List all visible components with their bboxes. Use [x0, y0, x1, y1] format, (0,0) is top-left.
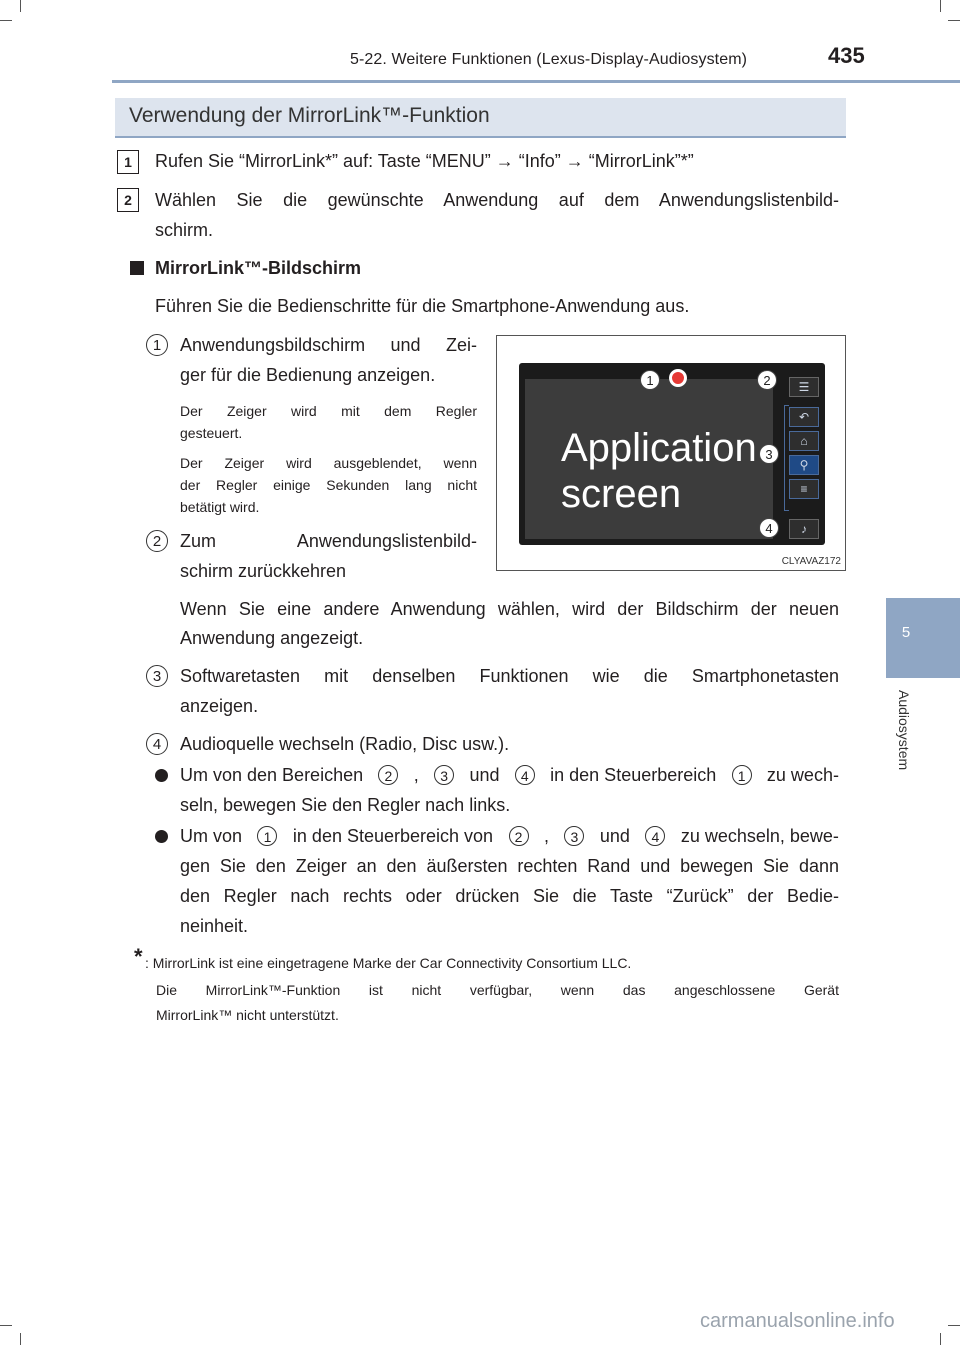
callout-circle: 4 — [759, 518, 779, 538]
step-text: Wählen Sie die gewünschte Anwendung auf dem Anwendungslistenbild- — [155, 190, 839, 210]
step-text: Rufen Sie “MirrorLink*” auf: Taste “MENU” → “Info” → “MirrorLink”*” — [155, 151, 694, 171]
crop-mark — [948, 20, 960, 21]
running-header: 5-22. Weitere Funktionen (Lexus-Display-Audiosystem) — [350, 51, 748, 68]
header-rule — [112, 80, 960, 83]
footnote-mark: * — [134, 944, 143, 969]
music-note-icon: ♪ — [789, 519, 819, 539]
ref-circle: 3 — [434, 765, 454, 785]
ref-circle: 1 — [732, 765, 752, 785]
bullet-text: und — [469, 765, 500, 785]
item-text: Anwendung angezeigt. — [180, 628, 364, 648]
item-text: Zum Anwendungslistenbild- — [180, 531, 477, 551]
item-text: Wenn Sie eine andere Anwendung wählen, wird der Bildschirm der neuen — [180, 599, 839, 619]
bullet-text: und — [599, 826, 630, 846]
bullet-line — [180, 760, 839, 790]
item-text: Softwaretasten mit denselben Funktionen wie die Smartphonetasten — [180, 666, 839, 686]
pointer-cursor-icon — [669, 369, 687, 387]
ref-circle: 4 — [645, 826, 665, 846]
search-icon: ⚲ — [789, 455, 819, 475]
app-list-icon: ☰ — [789, 377, 819, 397]
page-number: 435 — [828, 43, 865, 68]
step-number-box: 2 — [117, 188, 139, 212]
bullet-text: seln, bewegen Sie den Regler nach links. — [180, 795, 511, 815]
bullet-text: , — [413, 765, 419, 785]
step-text: schirm. — [155, 220, 213, 240]
item-number-circle: 4 — [146, 733, 168, 755]
footnote-text: Die MirrorLink™-Funktion ist nicht verfügbar, wenn das angeschlossene Gerät — [156, 982, 839, 998]
application-screen-label — [561, 425, 757, 517]
ref-circle: 2 — [378, 765, 398, 785]
ref-circle: 2 — [509, 826, 529, 846]
figure-code: CLYAVAZ172 — [781, 556, 841, 567]
step-number-box: 1 — [117, 150, 139, 174]
section-heading — [115, 98, 846, 138]
softkey-sidebar — [781, 375, 823, 541]
item-text: anzeigen. — [180, 696, 259, 716]
display-screen — [519, 363, 825, 545]
subsection-intro: Führen Sie die Bedienschritte für die Smartphone-Anwendung aus. — [155, 296, 690, 316]
application-screen-label-line: Application — [561, 426, 757, 470]
crop-mark — [20, 1333, 21, 1345]
crop-mark — [940, 1333, 941, 1345]
application-screen-label-line: screen — [561, 472, 682, 516]
callout-circle: 3 — [759, 444, 779, 464]
bullet-text: Um von den Bereichen — [180, 765, 364, 785]
crop-mark — [948, 1325, 960, 1326]
item-note: Der Zeiger wird mit dem Regler — [180, 403, 477, 419]
footnote-text: MirrorLink™ nicht unterstützt. — [156, 1007, 339, 1023]
callout-circle: 1 — [640, 370, 660, 390]
footnote-text: : MirrorLink ist eine eingetragene Marke der Car Connectivity Consortium LLC. — [145, 955, 632, 971]
bullet-text: in den Steuerbereich — [550, 765, 717, 785]
section-heading-text: Verwendung der MirrorLink™-Funktion — [129, 104, 490, 127]
item-note: gesteuert. — [180, 425, 243, 441]
bullet-text: zu wechseln, bewe- — [680, 826, 839, 846]
back-icon: ↶ — [789, 407, 819, 427]
bullet-text: in den Steuerbereich von — [292, 826, 494, 846]
item-text: schirm zurückkehren — [180, 561, 347, 581]
menu-icon: ≡ — [789, 479, 819, 499]
crop-mark — [20, 0, 21, 12]
ref-circle: 1 — [257, 826, 277, 846]
item-note: betätigt wird. — [180, 499, 260, 515]
home-icon: ⌂ — [789, 431, 819, 451]
callout-circle: 2 — [757, 370, 777, 390]
bullet-line — [180, 821, 839, 851]
chapter-label-text: Audiosystem — [896, 690, 912, 771]
item-note: der Regler einige Sekunden lang nicht — [180, 477, 477, 493]
item-number-circle: 3 — [146, 665, 168, 687]
bullet-dot — [155, 830, 168, 843]
bullet-text: , — [543, 826, 549, 846]
item-text: Audioquelle wechseln (Radio, Disc usw.). — [180, 734, 510, 754]
figure-mirrorlink-screen — [496, 335, 846, 571]
bullet-text: zu wech- — [766, 765, 839, 785]
subsection-square-icon — [130, 261, 144, 275]
crop-mark — [0, 1325, 12, 1326]
bullet-dot — [155, 769, 168, 782]
bullet-text: gen Sie den Zeiger an den äußersten rechten Rand und bewegen Sie dann — [180, 856, 839, 876]
item-number-circle: 2 — [146, 530, 168, 552]
ref-circle: 3 — [564, 826, 584, 846]
item-number-circle: 1 — [146, 334, 168, 356]
chapter-label — [888, 690, 918, 800]
bullet-text: neinheit. — [180, 916, 249, 936]
application-area — [525, 379, 773, 539]
crop-mark — [940, 0, 941, 12]
item-text: ger für die Bedienung anzeigen. — [180, 365, 436, 385]
subsection-title: MirrorLink™-Bildschirm — [155, 258, 362, 278]
bullet-text: Um von — [180, 826, 243, 846]
bullet-text: den Regler nach rechts oder drücken Sie die Taste “Zurück” der Bedie- — [180, 886, 839, 906]
item-note: Der Zeiger wird ausgeblendet, wenn — [180, 455, 477, 471]
ref-circle: 4 — [515, 765, 535, 785]
crop-mark — [0, 20, 12, 21]
watermark: carmanualsonline.info — [700, 1310, 895, 1332]
chapter-number: 5 — [901, 624, 911, 641]
item-text: Anwendungsbildschirm und Zei- — [180, 335, 477, 355]
